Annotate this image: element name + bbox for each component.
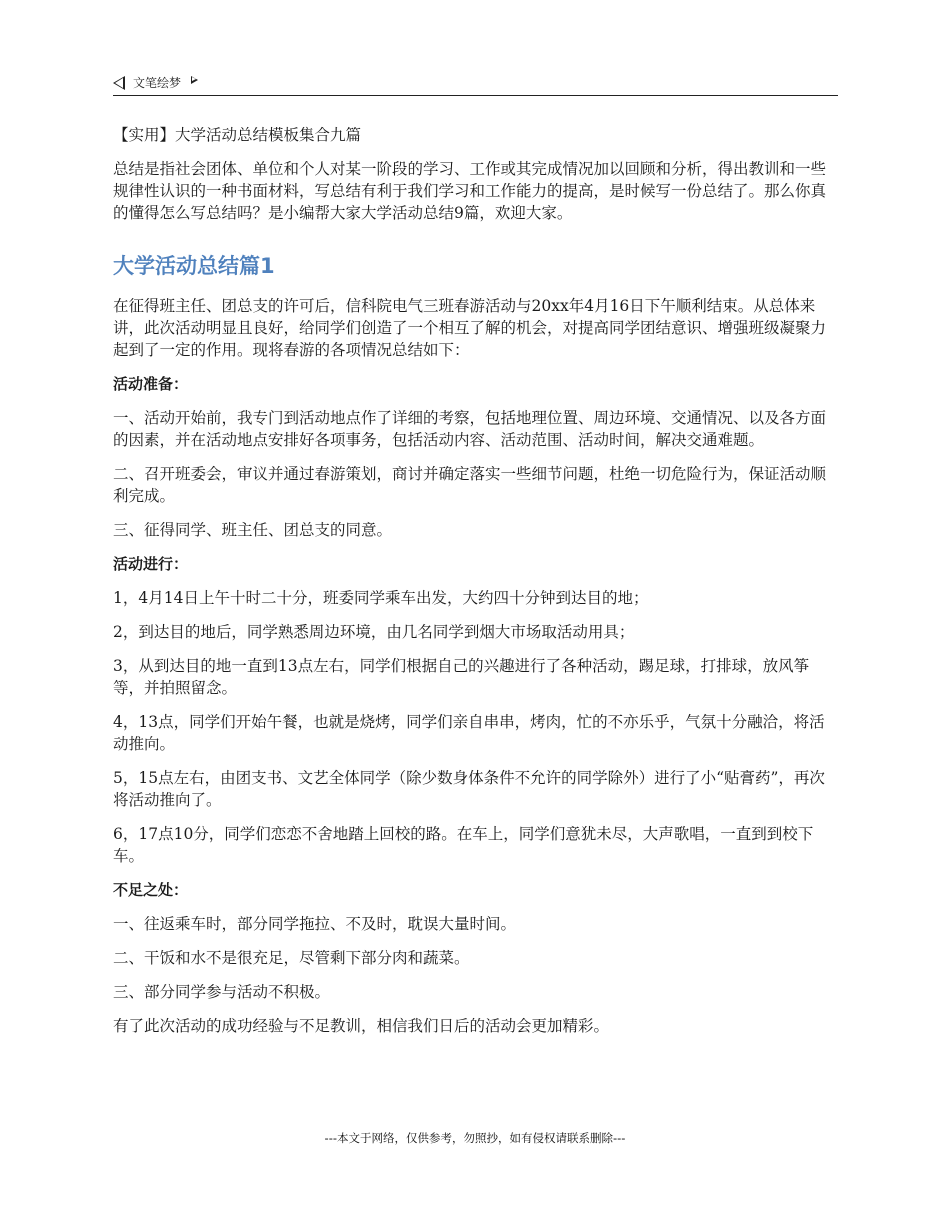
list-item: 二、干饭和水不是很充足，尽管剩下部分肉和蔬菜。 [113,949,470,967]
list-item: 6，17点10分，同学们恋恋不舍地踏上回校的路。在车上，同学们意犹未尽，大声歌唱，一直到到校下车。 [113,825,814,865]
list-item: 一、往返乘车时，部分同学拖拉、不及时，耽误大量时间。 [113,915,517,933]
list-item: 三、征得同学、班主任、团总支的同意。 [113,521,393,539]
list-item: 二、召开班委会，审议并通过春游策划，商讨并确定落实一些细节问题，杜绝一切危险行为，保证活动顺利完成。 [113,465,827,505]
prep-heading: 活动准备： [113,375,189,393]
document-title: 【实用】大学活动总结模板集合九篇 [113,126,362,144]
brand-label: 文笔绘梦 [133,76,182,90]
shortfall-heading: 不足之处： [113,881,189,899]
opening-paragraph: 在征得班主任、团总支的许可后，信科院电气三班春游活动与20xx年4月16日下午顺利结束。从总体来讲，此次活动明显且良好，给同学们创造了一个相互了解的机会，对提高同学团结意识、增强班级凝聚力起到了一定的作用。现将春游的各项情况总结如下： [113,297,827,359]
document-body [113,124,838,1049]
page-header [113,70,838,96]
right-triangle-icon [191,76,198,84]
list-item: 2，到达目的地后，同学熟悉周边环境，由几名同学到烟大市场取活动用具； [113,623,635,641]
list-item: 4，13点，同学们开始午餐，也就是烧烤，同学们亲自串串，烤肉，忙的不亦乐乎，气氛十分融洽，将活动推向。 [113,713,825,753]
left-triangle-icon [113,76,125,90]
list-item: 5，15点左右，由团支书、文艺全体同学（除少数身体条件不允许的同学除外）进行了小“贴膏药”，再次将活动推向了。 [113,769,825,809]
list-item: 一、活动开始前，我专门到活动地点作了详细的考察，包括地理位置、周边环境、交通情况、以及各方面的因素，并在活动地点安排好各项事务，包括活动内容、活动范围、活动时间，解决交通难题。 [113,409,827,449]
section-heading: 大学活动总结篇1 [113,254,275,278]
list-item: 三、部分同学参与活动不积极。 [113,983,331,1001]
closing-paragraph: 有了此次活动的成功经验与不足教训，相信我们日后的活动会更加精彩。 [113,1017,610,1035]
process-heading: 活动进行： [113,555,189,573]
page-footer: ---本文于网络，仅供参考，勿照抄，如有侵权请联系删除--- [324,1131,626,1145]
intro-paragraph: 总结是指社会团体、单位和个人对某一阶段的学习、工作或其完成情况加以回顾和分析，得出教训和一些规律性认识的一种书面材料，写总结有利于我们学习和工作能力的提高，是时候写一份总结了。那么你真的懂得怎么写总结吗？是小编帮大家大学活动总结9篇，欢迎大家。 [113,160,827,222]
list-item: 1，4月14日上午十时二十分，班委同学乘车出发，大约四十分钟到达目的地； [113,589,649,607]
list-item: 3，从到达目的地一直到13点左右，同学们根据自己的兴趣进行了各种活动，踢足球，打排球，放风筝等，并拍照留念。 [113,657,810,697]
